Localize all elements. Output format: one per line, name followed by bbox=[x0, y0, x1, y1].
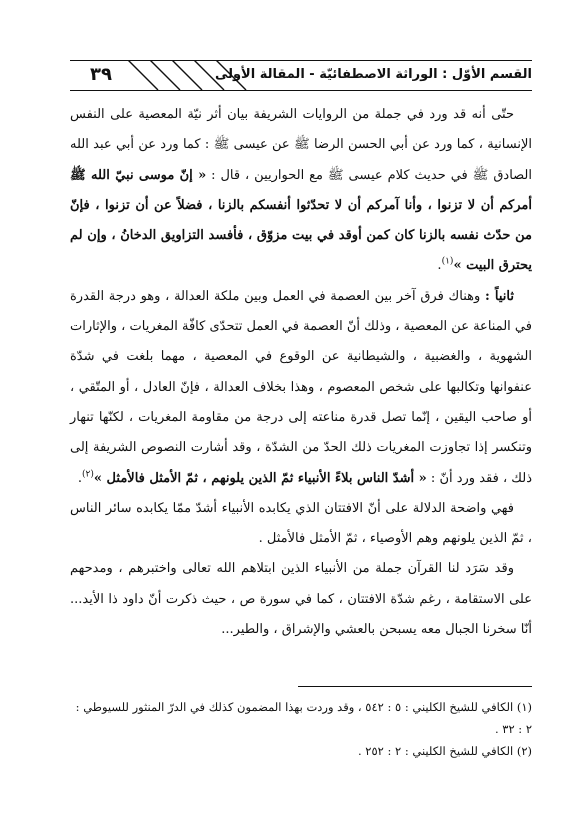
footnote-1: (١) الكافي للشيخ الكليني : ٥ : ٥٤٢ ، وقد وردت بهذا المضمون كذلك في الدرّ المنثور للسيوطي : ٢ : ٣٢ . bbox=[75, 700, 532, 736]
paragraph-1-end: . bbox=[437, 258, 442, 274]
footnotes bbox=[70, 696, 532, 762]
paragraph-2-end: . bbox=[77, 470, 83, 486]
footnote-rule bbox=[298, 686, 532, 687]
hadith-quote-1: « إنّ موسى نبيّ الله ﷺ أمركم أن لا تزنوا ، وأنا آمركم أن لا تحدّثوا أنفسكم بالزنا ، فضلاً عن أن تزنوا ، فإنّ من حدّث نفسه بالزنا كان كمن أوقد في بيت مزوّق ، فأفسد التزاويق الدخانُ ، وإن لم يحترق البيت » bbox=[70, 167, 532, 274]
paragraph-2 bbox=[70, 282, 532, 494]
footnote-ref-2: (٢) bbox=[82, 469, 94, 480]
paragraph-4: وقد سَرَد لنا القرآن جملة من الأنبياء الذين ابتلاهم الله تعالى واختبرهم ، ومدحهم على الاستقامة ، رغم شدّة الافتتان ، كما في سورة ص ، حيث ذكرت أنّ داود ذا الأيد... أنّا سخرنا الجبال معه يسبحن بالعشي والإشراق ، والطير... bbox=[70, 561, 532, 638]
paragraph-3: فهي واضحة الدلالة على أنّ الافتتان الذي يكابده الأنبياء أشدّ ممّا يكابده سائر الناس ، ثمّ الذين يلونهم وهم الأوصياء ، ثمّ الأمثل فالأمثل . bbox=[70, 500, 532, 547]
footnote-ref-1: (١) bbox=[441, 257, 454, 268]
paragraph-1-text: حتّى أنه قد ورد في جملة من الروايات الشريفة بيان أثر نيّة المعصية على النفس الإنسانية ، كما ورد عن أبي الحسن الرضا ﷺ عن عيسى ﷺ : كما ورد عن أبي عبد الله الصادق ﷺ في حديث كلام عيسى ﷺ مع الحواريين ، قال : bbox=[70, 107, 532, 183]
running-title: القسم الأوّل : الوراثة الاصطفائيّة - المقالة الأولى bbox=[214, 67, 532, 82]
footnote-2: (٢) الكافي للشيخ الكليني : ٢ : ٢٥٢ . bbox=[357, 744, 532, 758]
page-number: ٣٩ bbox=[90, 64, 112, 85]
paragraph-2-lead: ثانياً : bbox=[485, 288, 514, 304]
paragraph-1 bbox=[70, 100, 532, 282]
paragraph-2-text: وهناك فرق آخر بين العصمة في العمل وبين ملكة العدالة ، وهو درجة القدرة في المناعة عن المعصية ، وذلك أنّ العصمة في العمل تتحدّى كافّة المغريات ، والإثارات الشهوية ، والغضبية ، والشيطانية عن الوقوع في المعصية ، مهما بلغت في شدّة عنفوانها وتكالبها على شخص المعصوم ، وهذا بخلاف العدالة ، فإنّ العادل ، أو المتّقي ، أو صاحب اليقين ، إنّما تصل قدرة مناعته إلى درجة من مقاومة المغريات ، لكنّها تنهار وتنكسر إذا تجاوزت المغريات ذلك الحدّ من الشدّة ، وقد أشارت النصوص الشريفة إلى ذلك ، فقد ورد أنّ : bbox=[70, 288, 532, 486]
hadith-quote-2: « أشدّ الناس بلاءً الأنبياء ثمّ الذين يلونهم ، ثمّ الأمثل فالأمثل » bbox=[93, 470, 427, 486]
main-text bbox=[70, 100, 532, 645]
